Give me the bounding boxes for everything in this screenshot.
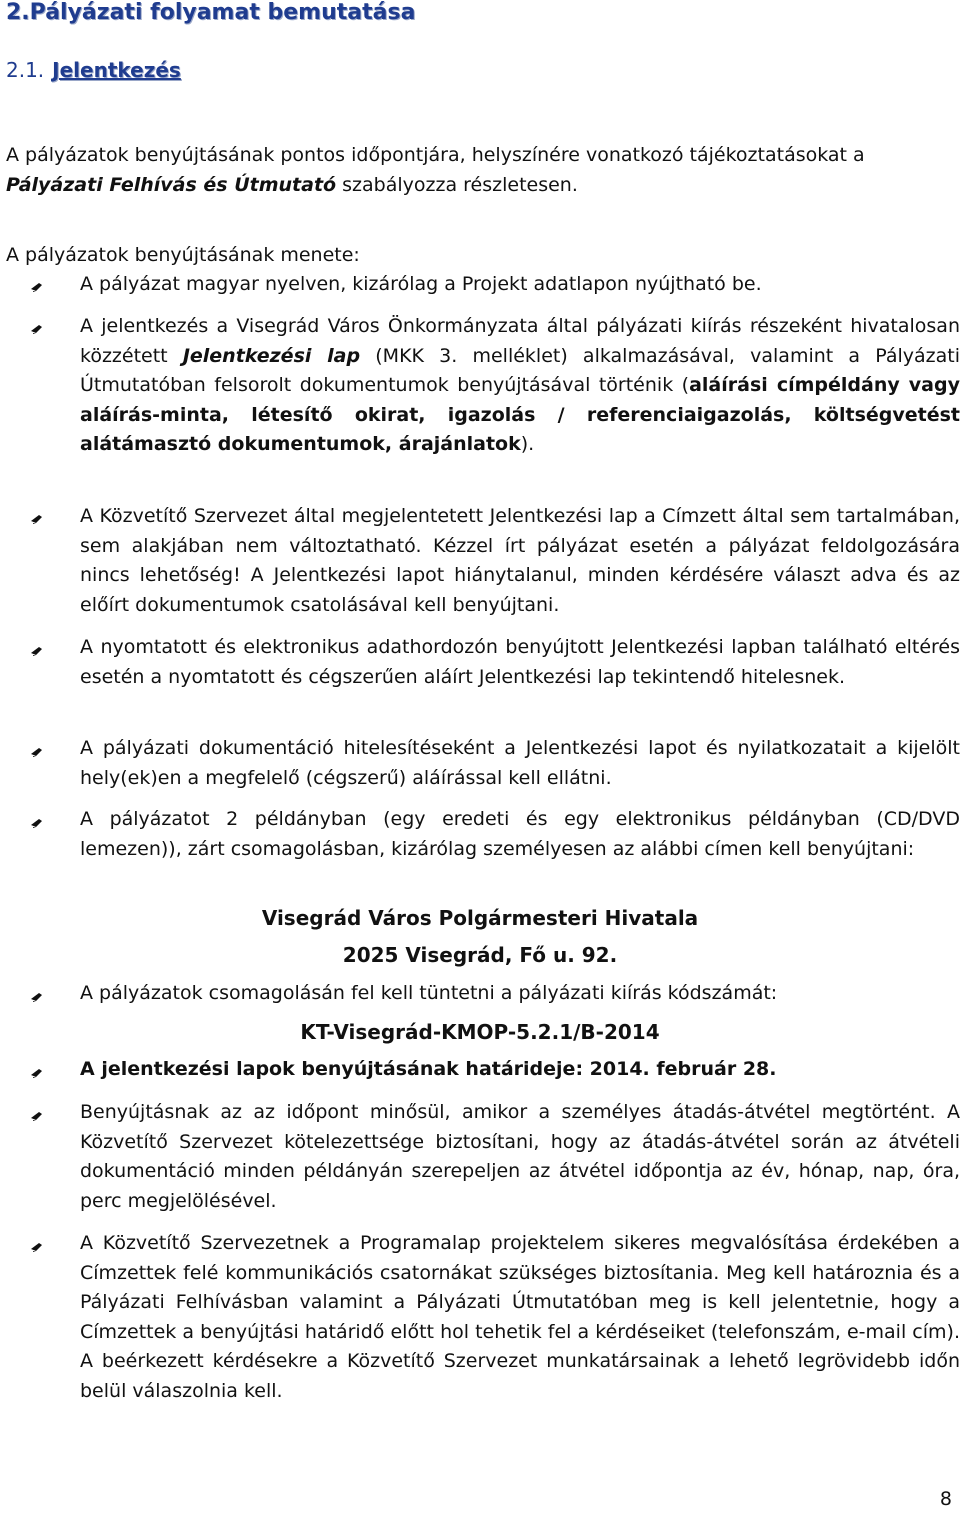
intro-emphasis: Pályázati Felhívás és Útmutató bbox=[6, 174, 337, 196]
bullet-diamond-icon bbox=[30, 644, 44, 658]
page-number: 8 bbox=[939, 1488, 952, 1510]
bullet-item: A Közvetítő Szervezet által megjelentetett Jelentkezési lap a Címzett által sem tartalmában, sem alakjában nem változtatható. Kézzel írt pályázat esetén a pályázat feldolgozására nincs lehetőség! A Jelentkezési lapot hiánytalanul, minden kérdésére választ adva és az előírt dokumentumok csatolásával kell benyújtani. bbox=[80, 505, 960, 616]
bullet-item: A Közvetítő Szervezetnek a Programalap projektelem sikeres megvalósítása érdekében a Címzettek felé kommunikációs csatornákat szükséges biztosítania. Meg kell határoznia és a Pályázati Felhívásban valamint a Pályázati Útmutatóban meg is kell jelentetnie, hogy a Címzettek a benyújtási határidő előtt hol tehetik fel a kérdéseiket (telefonszám, e-mail cím). A beérkezett kérdésekre a Közvetítő Szervezet munkatársainak a lehető legrövidebb időn belül válaszolnia kell. bbox=[80, 1232, 960, 1402]
bullet-item: A pályázatok csomagolásán fel kell tüntetni a pályázati kiírás kódszámát: bbox=[80, 982, 778, 1004]
address-street: 2025 Visegrád, Fő u. 92. bbox=[342, 943, 618, 967]
process-intro: A pályázatok benyújtásának menete: bbox=[6, 244, 360, 266]
bullet-diamond-icon bbox=[30, 512, 44, 526]
bullet-item: A nyomtatott és elektronikus adathordozón benyújtott Jelentkezési lapban található eltérés esetén a nyomtatott és cégszerűen aláírt Jelentkezési lap tekintendő hitelesnek. bbox=[80, 636, 960, 688]
bullet-diamond-icon bbox=[30, 1066, 44, 1080]
bullet-diamond-icon bbox=[30, 280, 44, 294]
tender-code: KT-Visegrád-KMOP-5.2.1/B-2014 bbox=[300, 1020, 660, 1044]
bullet-diamond-icon bbox=[30, 1109, 44, 1123]
bullet-diamond-icon bbox=[30, 1240, 44, 1254]
bullet-item: Benyújtásnak az az időpont minősül, amikor a személyes átadás-átvétel megtörtént. A Közvetítő Szervezet kötelezettsége biztosítani, hogy az átadás-átvétel során az átvételi dokumentáció minden példányán szerepeljen az átvétel időpontja az év, hónap, nap, óra, perc megjelölésével. bbox=[80, 1101, 960, 1212]
bullet-diamond-icon bbox=[30, 322, 44, 336]
deadline-bullet: A jelentkezési lapok benyújtásának határideje: 2014. február 28. bbox=[80, 1058, 777, 1080]
subsection-title: Jelentkezés bbox=[52, 58, 181, 82]
bullet-diamond-icon bbox=[30, 990, 44, 1004]
section-number: 2. bbox=[6, 0, 30, 25]
bullet-diamond-icon bbox=[30, 816, 44, 830]
bullet-diamond-icon bbox=[30, 745, 44, 759]
section-heading bbox=[6, 0, 415, 25]
subsection-number: 2.1. bbox=[6, 58, 45, 82]
bullet-item: A pályázat magyar nyelven, kizárólag a Projekt adatlapon nyújtható be. bbox=[80, 273, 762, 295]
intro-paragraph: A pályázatok benyújtásának pontos időpontjára, helyszínére vonatkozó tájékoztatásokat a Pályázati Felhívás és Útmutató szabályozza részletesen. bbox=[6, 144, 865, 196]
bullet-item: A pályázati dokumentáció hitelesítéseként a Jelentkezési lapot és nyilatkozatait a kijelölt hely(ek)en a megfelelő (cégszerű) aláírással kell ellátni. bbox=[80, 737, 960, 789]
subsection-heading bbox=[6, 58, 181, 82]
address-name: Visegrád Város Polgármesteri Hivatala bbox=[261, 906, 699, 930]
bullet-item: A jelentkezés a Visegrád Város Önkormányzata által pályázati kiírás részeként hivatalosan közzétett Jelentkezési lap (MKK 3. melléklet) alkalmazásával, valamint a Pályázati Útmutatóban felsorolt dokumentumok benyújtásával történik (aláírási címpéldány vagy aláírás-minta, létesítő okirat, igazolás / referenciaigazolás, költségvetést alátámasztó dokumentumok, árajánlatok). bbox=[80, 315, 960, 455]
section-title: Pályázati folyamat bemutatása bbox=[29, 0, 416, 25]
bullet-item: A pályázatot 2 példányban (egy eredeti és egy elektronikus példányban (CD/DVD lemezen)), zárt csomagolásban, kizárólag személyesen az alábbi címen kell benyújtani: bbox=[80, 808, 960, 860]
